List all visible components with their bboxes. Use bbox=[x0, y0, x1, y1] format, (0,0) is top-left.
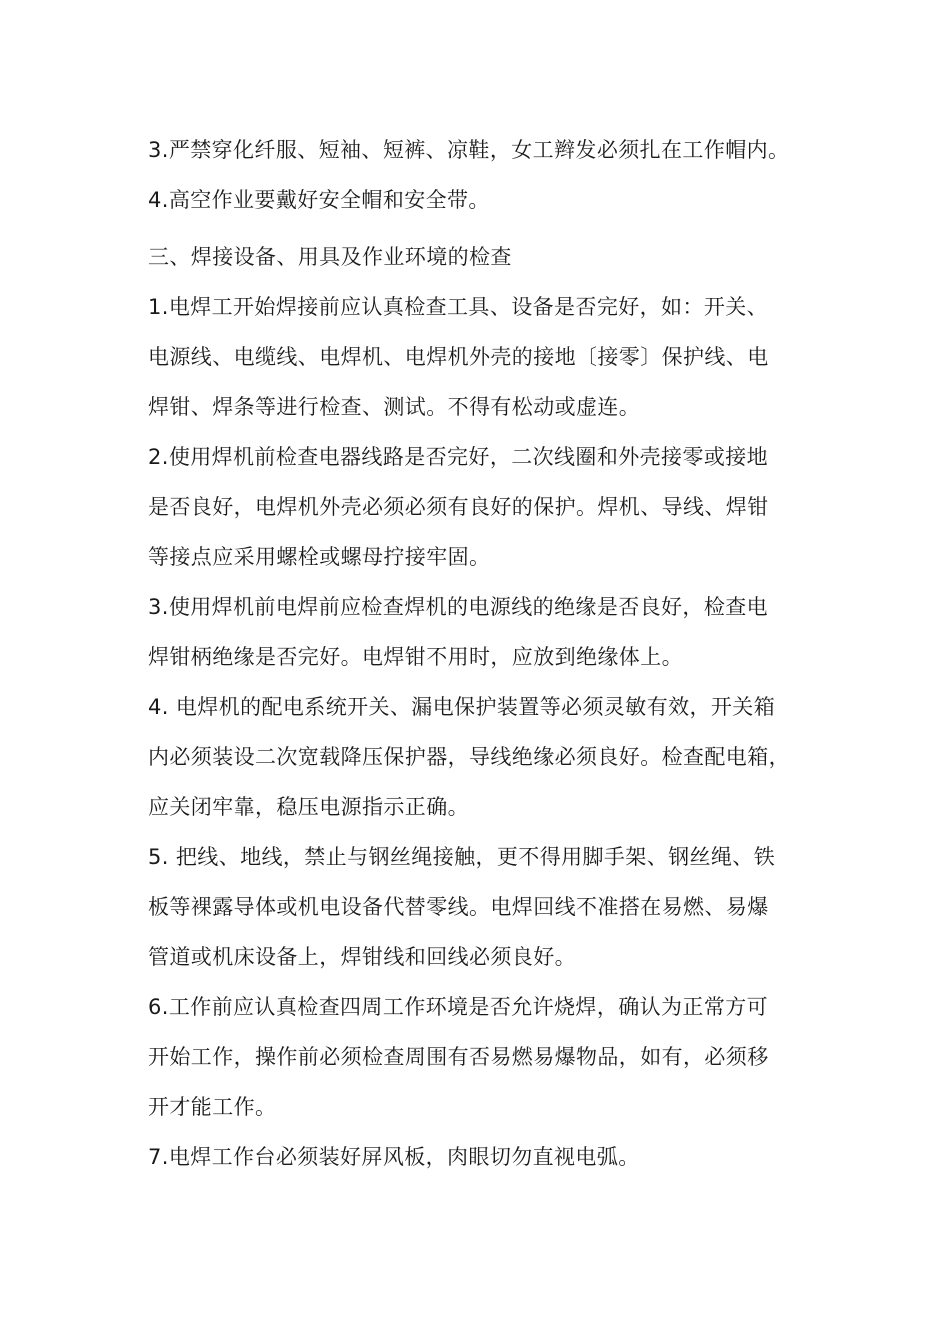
text-line: 4.高空作业要戴好安全帽和安全带。 bbox=[148, 188, 490, 212]
section-heading: 三、焊接设备、用具及作业环境的检查 bbox=[148, 245, 512, 269]
text-line: 开才能工作。 bbox=[148, 1095, 277, 1119]
text-line: 5. 把线、地线，禁止与钢丝绳接触，更不得用脚手架、钢丝绳、铁 bbox=[148, 845, 776, 869]
text-line: 是否良好，电焊机外壳必须必须有良好的保护。焊机、导线、焊钳 bbox=[148, 495, 769, 519]
text-line: 等接点应采用螺栓或螺母拧接牢固。 bbox=[148, 545, 491, 569]
text-line: 板等裸露导体或机电设备代替零线。电焊回线不准搭在易燃、易爆 bbox=[148, 895, 769, 919]
text-line: 管道或机床设备上，焊钳线和回线必须良好。 bbox=[148, 945, 576, 969]
text-line: 3.使用焊机前电焊前应检查焊机的电源线的绝缘是否良好，检查电 bbox=[148, 595, 769, 619]
text-line: 1.电焊工开始焊接前应认真检查工具、设备是否完好，如：开关、 bbox=[148, 295, 769, 319]
text-line: 电源线、电缆线、电焊机、电焊机外壳的接地〔接零〕保护线、电 bbox=[148, 345, 769, 369]
text-line: 焊钳、焊条等进行检查、测试。不得有松动或虚连。 bbox=[148, 395, 641, 419]
text-line: 内必须装设二次宽载降压保护器，导线绝缘必须良好。检查配电箱， bbox=[148, 745, 790, 769]
text-line: 6.工作前应认真检查四周工作环境是否允许烧焊，确认为正常方可 bbox=[148, 995, 769, 1019]
text-line: 开始工作，操作前必须检查周围有否易燃易爆物品，如有，必须移 bbox=[148, 1045, 769, 1069]
text-line: 3.严禁穿化纤服、短袖、短裤、凉鞋，女工辫发必须扎在工作帽内。 bbox=[148, 138, 790, 162]
text-line: 4. 电焊机的配电系统开关、漏电保护装置等必须灵敏有效，开关箱 bbox=[148, 695, 776, 719]
text-line: 焊钳柄绝缘是否完好。电焊钳不用时，应放到绝缘体上。 bbox=[148, 645, 683, 669]
text-line: 2.使用焊机前检查电器线路是否完好，二次线圈和外壳接零或接地 bbox=[148, 445, 769, 469]
text-line: 应关闭牢靠，稳压电源指示正确。 bbox=[148, 795, 469, 819]
text-line: 7.电焊工作台必须装好屏风板，肉眼切勿直视电弧。 bbox=[148, 1145, 640, 1169]
